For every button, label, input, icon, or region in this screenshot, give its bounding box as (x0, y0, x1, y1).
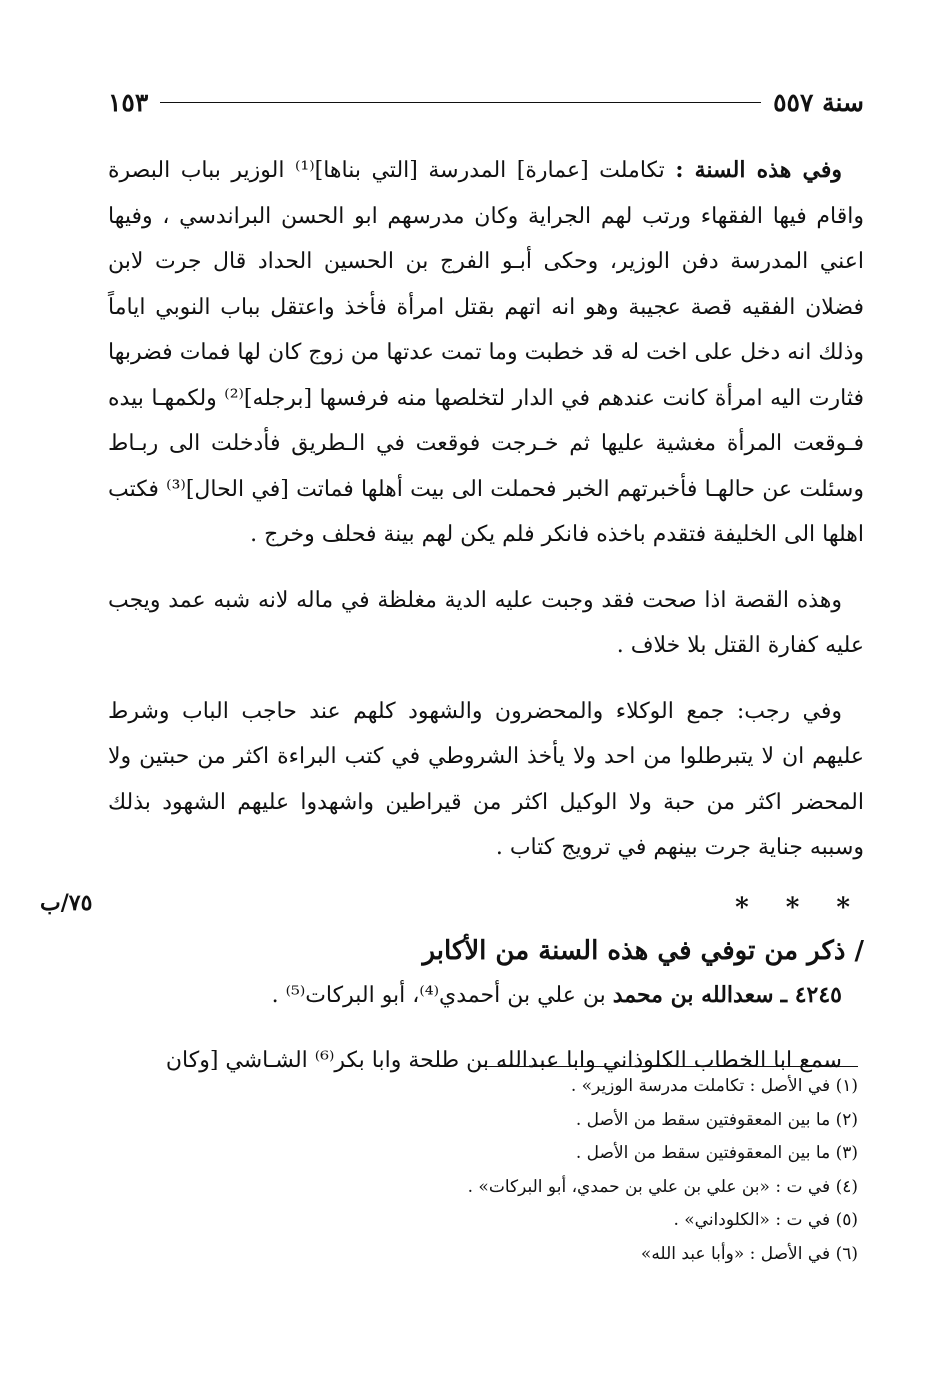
paragraph-1 (108, 148, 864, 558)
section-title: / ذكر من توفي في هذه السنة من الأكابر (422, 935, 864, 966)
footnote-item: (٢) ما بين المعقوفتين سقط من الأصل . (575, 1109, 858, 1130)
paragraph-text: وهذه القصة اذا صحت فقد وجبت عليه الدية مغلظة في ماله لانه شبه عمد ويجب عليه كفارة القتل بلا خلاف . (108, 587, 864, 658)
paragraph-text: سمع ابا الخطاب الكلوذاني وابا عبدالله بن طلحة وابا بكر⁽⁶⁾ الشـاشي [وكان (165, 1048, 842, 1073)
main-text (108, 148, 864, 1104)
footnote-rule (478, 1066, 858, 1067)
footnote-item: (١) في الأصل : تكاملت مدرسة الوزير» . (570, 1076, 858, 1096)
manuscript-folio-note: ٧٥/ب (40, 890, 93, 916)
footnotes (300, 1070, 858, 1271)
page-number: ١٥٣ (108, 87, 149, 117)
paragraph-lead: وفي هذه السنة : (675, 157, 842, 183)
entry-name: سعدالله بن محمد (612, 981, 774, 1008)
paragraph-2 (108, 578, 864, 669)
header-rule (160, 102, 761, 103)
section-separator: * * * (735, 892, 864, 923)
entry-rest: بن علي بن أحمدي⁽⁴⁾، أبو البركات⁽⁵⁾ . (271, 982, 613, 1008)
header-year: سنة ٥٥٧ (773, 87, 864, 117)
footnote-item: (٤) في ت : «بن علي بن علي بن حمدي، أبو البركات» . (467, 1176, 858, 1197)
paragraph-text: تكاملت [عمارة] المدرسة [التي بناها]⁽¹⁾ الوزير بباب البصرة واقام فيها الفقهاء ورتب لهم الجراية وكان مدرسهم ابو الحسن البراندسي ، وفيها اعني المدرسة دفن الوزير، وحكى أبـو الفرج بن الحسين الحداد قال جرت لابن فضلان الفقيه قصة عجيبة وهو انه اتهم بقتل امرأة فأخذ واعتقل بباب النوبي اياماً وذلك انه دخل على اخت له قد خطبت وما تمت عدتها من زوج كان لها فمات فضربها فثارت اليه امرأة كانت عندهم في الدار لتخلصها منه فرفسها [برجله]⁽²⁾ ولكمهـا بيده فـوقعت المرأة مغشية عليها ثم خـرجت فوقعت في الـطريق فأدخلت الى ربـاط وسئلت عن حالهـا فأخبرتهم الخبر فحملت الى بيت أهلها فماتت [في الحال]⁽³⁾ فكتب اهلها الى الخليفة فتقدم باخذه فانكر فلم يكن لهم بينة فحلف وخرج . (108, 158, 865, 547)
footnote-item: (٦) في الأصل : «وأبا عبد الله» (640, 1243, 858, 1264)
footnote-item: (٥) في ت : «الكلوداني» . (673, 1210, 858, 1230)
paragraph-3 (108, 689, 864, 871)
biography-entry (108, 973, 864, 1019)
entry-number: ٤٢٤٥ ـ (780, 981, 842, 1008)
running-header (108, 82, 864, 122)
paragraph-text: وفي رجب: جمع الوكلاء والمحضرون والشهود كلهم عند حاجب الباب وشرط عليهم ان لا يتبرطلوا من احد ولا يأخذ الشروطي في كتب البراءة اكثر من حبتين ولا المحضر اكثر من حبة ولا الوكيل اكثر من قيراطين واشهدوا عليهم الشهود بذلك وسببه جناية جرت بينهم في ترويج كتاب . (108, 698, 864, 860)
footnote-item: (٣) ما بين المعقوفتين سقط من الأصل . (575, 1143, 858, 1163)
